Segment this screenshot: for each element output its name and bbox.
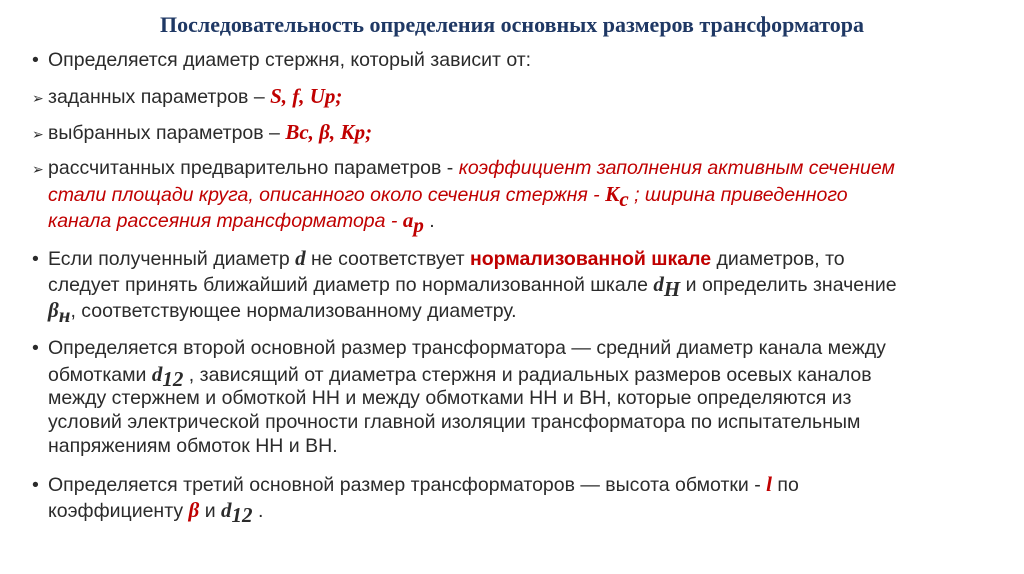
arrow-bullet-icon: ➢ xyxy=(32,126,44,142)
bullet-second-size-line3: между стержнем и обмоткой НН и между обмотками НН и ВН, которые определяются из xyxy=(48,387,852,409)
bullet-core-diameter: • Определяется диаметр стержня, который зависит от: xyxy=(32,49,532,71)
bullet-normalized-diameter-line3: $\beta_н$, соответствующее нормализованному диаметру. xyxy=(48,298,517,327)
bullet-dot-icon: • xyxy=(32,337,39,359)
bullet-dot-icon: • xyxy=(32,474,39,496)
bullet-second-size-line5: напряжениям обмоток НН и ВН. xyxy=(48,435,338,457)
bullet-normalized-diameter-line2: следует принять ближайший диаметр по нормализованной шкале $d_H$ и определить значение xyxy=(48,272,897,301)
arrow-bullet-icon: ➢ xyxy=(32,161,44,177)
bullet-second-size-line2: обмотками $d_{12}$ , зависящий от диаметра стержня и радиальных размеров осевых каналов xyxy=(48,362,872,391)
arrow-bullet-icon: ➢ xyxy=(32,90,44,106)
bullet-second-size-line4: условий электрической прочности главной изоляции трансформатора по испытательным xyxy=(48,411,861,433)
arrow-item-computed-params-line2: стали площади круга, описанного около сечения стержня - $К_с$ ; ширина приведенного xyxy=(48,182,848,211)
bullet-normalized-diameter: • Если полученный диаметр d не соответствует нормализованной шкале диаметров, то xyxy=(32,246,845,270)
arrow-item-computed-params-line3: канала рассеяния трансформатора - $а_р$ . xyxy=(48,208,435,237)
bullet-third-size: • Определяется третий основной размер трансформаторов — высота обмотки - l по xyxy=(32,472,799,496)
bullet-second-size: • Определяется второй основной размер трансформатора — средний диаметр канала между xyxy=(32,337,886,359)
bullet-dot-icon: • xyxy=(32,248,39,270)
arrow-item-computed-params: ➢ рассчитанных предварительно параметров - коэффициент заполнения активным сечением xyxy=(32,157,895,179)
slide-title: Последовательность определения основных размеров трансформатора xyxy=(160,12,864,37)
arrow-item-given-params: ➢ заданных параметров – S, f, Up; xyxy=(32,84,343,108)
bullet-dot-icon: • xyxy=(32,49,39,71)
arrow-item-chosen-params: ➢ выбранных параметров – Вс, β, Кр; xyxy=(32,120,373,144)
bullet-third-size-line2: коэффициенту β и $d_{12}$ . xyxy=(48,498,264,527)
